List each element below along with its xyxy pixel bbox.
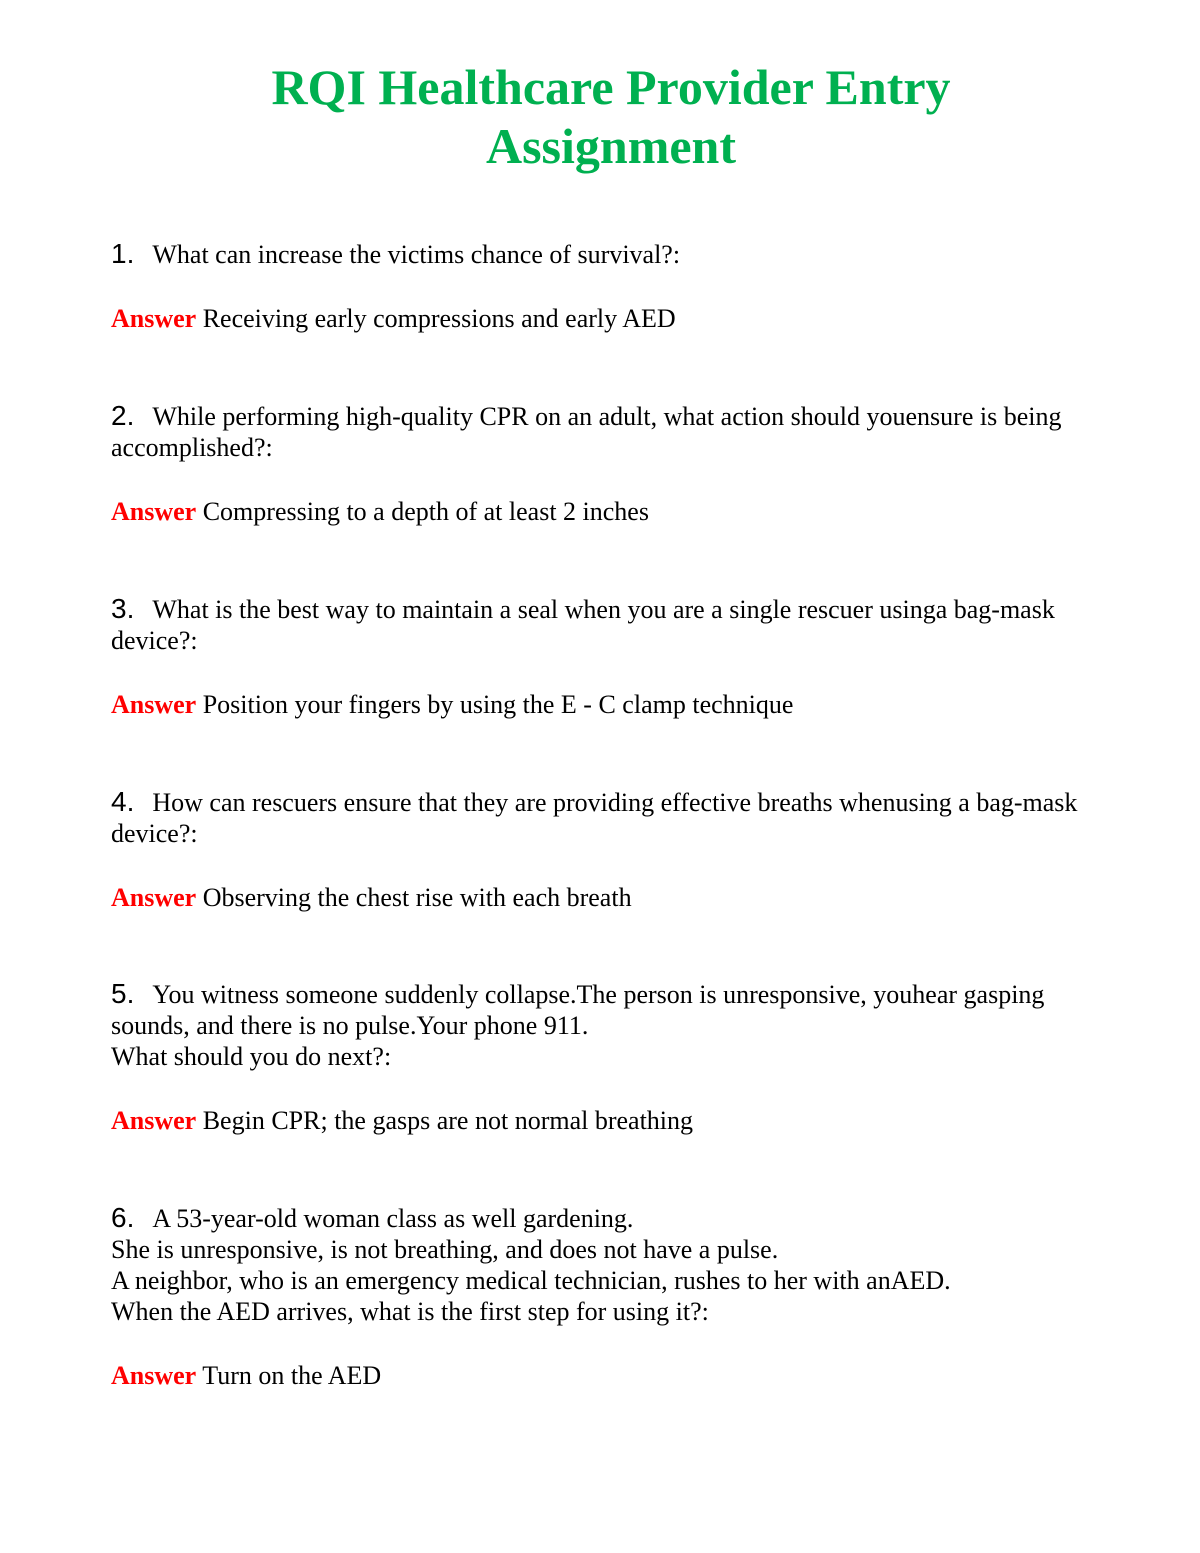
question-6 — [111, 1202, 1121, 1327]
answer-text: Position your fingers by using the E - C clamp technique — [202, 690, 794, 719]
answer-text: Receiving early compressions and early AED — [202, 304, 676, 333]
answer-6 — [111, 1360, 1121, 1391]
answer-label: Answer — [111, 497, 197, 526]
question-text: What can increase the victims chance of survival?: — [152, 240, 681, 269]
answer-label: Answer — [111, 690, 197, 719]
answer-label: Answer — [111, 883, 197, 912]
question-number: 5. — [111, 978, 135, 1009]
question-text: How can rescuers ensure that they are providing effective breaths whenusing a bag-mask device?: — [111, 788, 1078, 848]
answer-4 — [111, 882, 1121, 913]
question-line: What should you do next?: — [111, 1042, 392, 1071]
question-text: What is the best way to maintain a seal when you are a single rescuer usinga bag-mask device?: — [111, 595, 1055, 655]
question-text: While performing high-quality CPR on an adult, what action should youensure is being accomplished?: — [111, 402, 1062, 462]
question-block-1 — [111, 238, 1121, 334]
question-number: 2. — [111, 400, 135, 431]
answer-5 — [111, 1105, 1121, 1136]
answer-text: Compressing to a depth of at least 2 inches — [202, 497, 649, 526]
question-block-6 — [111, 1202, 1121, 1391]
question-number: 3. — [111, 593, 135, 624]
answer-text: Turn on the AED — [202, 1361, 382, 1390]
answer-1 — [111, 303, 1121, 334]
question-3 — [111, 593, 1121, 656]
question-line — [111, 1202, 1121, 1234]
page-title — [0, 58, 1200, 176]
question-number: 1. — [111, 238, 135, 269]
question-1 — [111, 238, 1121, 270]
answer-label: Answer — [111, 304, 197, 333]
title-line-1: RQI Healthcare Provider Entry — [271, 59, 951, 115]
question-line: A neighbor, who is an emergency medical technician, rushes to her with anAED. — [111, 1266, 951, 1295]
answer-3 — [111, 689, 1121, 720]
question-5 — [111, 978, 1121, 1072]
answer-label: Answer — [111, 1106, 197, 1135]
question-line — [111, 978, 1121, 1041]
question-block-2 — [111, 400, 1121, 527]
question-number: 4. — [111, 786, 135, 817]
question-4 — [111, 786, 1121, 849]
question-block-5 — [111, 978, 1121, 1136]
question-block-4 — [111, 786, 1121, 913]
question-block-3 — [111, 593, 1121, 720]
question-line: When the AED arrives, what is the first step for using it?: — [111, 1297, 709, 1326]
question-number: 6. — [111, 1202, 135, 1233]
title-line-2: Assignment — [485, 118, 737, 174]
answer-text: Observing the chest rise with each breath — [202, 883, 632, 912]
answer-2 — [111, 496, 1121, 527]
question-2 — [111, 400, 1121, 463]
answer-text: Begin CPR; the gasps are not normal breathing — [202, 1106, 694, 1135]
answer-label: Answer — [111, 1361, 197, 1390]
question-line: She is unresponsive, is not breathing, and does not have a pulse. — [111, 1235, 779, 1264]
question-text: You witness someone suddenly collapse.The person is unresponsive, youhear gasping sounds, and there is no pulse.Your phone 911. — [111, 980, 1045, 1040]
question-text: A 53-year-old woman class as well gardening. — [152, 1204, 634, 1233]
